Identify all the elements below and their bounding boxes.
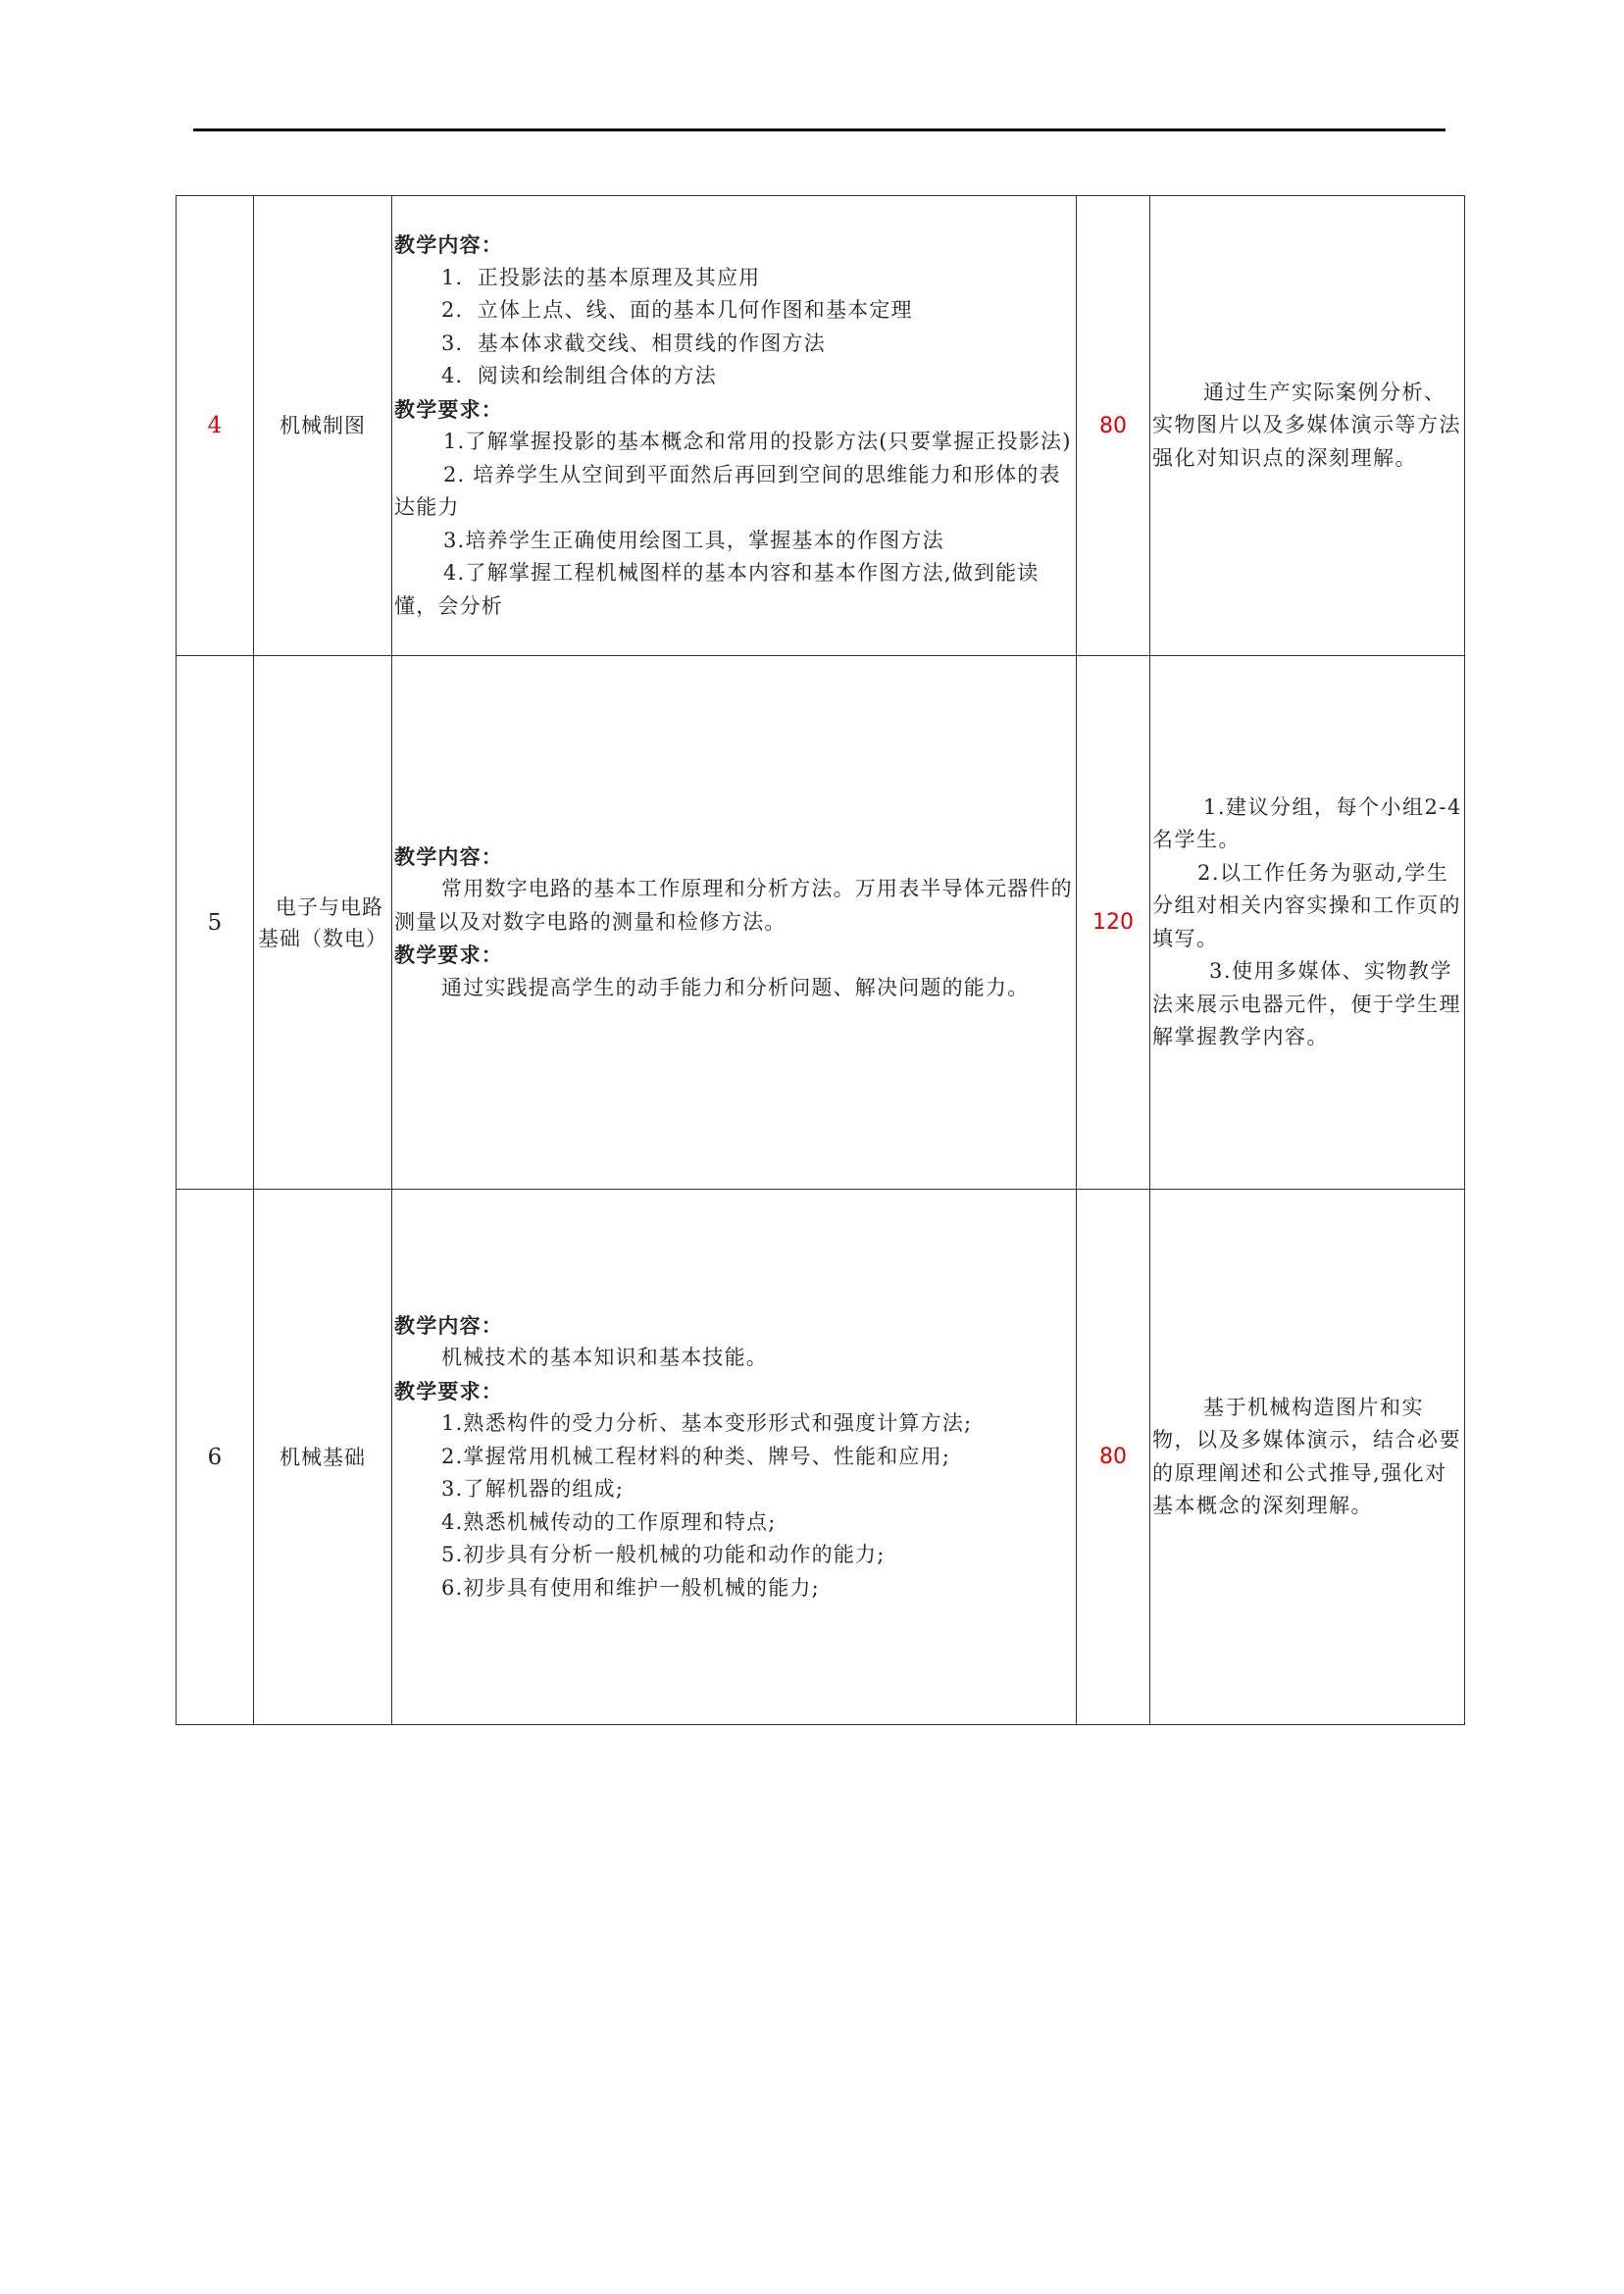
row-number: 4 [177,196,254,656]
method-paragraph: 通过生产实际案例分析、实物图片以及多媒体演示等方法强化对知识点的深刻理解。 [1152,380,1461,470]
teaching-method [1150,656,1465,1190]
course-content [392,196,1077,656]
teaching-method [1150,196,1465,656]
content-item: 3．基本体求截交线、相贯线的作图方法 [441,331,826,355]
requirement-heading: 教学要求： [394,396,503,422]
method-paragraph: 1.建议分组，每个小组2-4 名学生。 [1152,794,1462,851]
requirement-item: 1.熟悉构件的受力分析、基本变形形式和强度计算方法; [441,1411,973,1436]
method-paragraph: 基于机械构造图片和实物，以及多媒体演示，结合必要的原理阐述和公式推导,强化对基本概念的深刻理解。 [1152,1395,1461,1517]
table-row [177,196,1465,656]
requirement-item: 2. 培养学生从空间到平面然后再回到空间的思维能力和形体的表达能力 [394,462,1061,519]
content-heading: 教学内容： [394,232,503,257]
requirement-item: 4.熟悉机械传动的工作原理和特点; [441,1509,777,1534]
content-heading: 教学内容： [394,1312,503,1338]
requirement-item: 2.掌握常用机械工程材料的种类、牌号、性能和应用; [441,1444,951,1468]
row-number: 6 [177,1190,254,1725]
header-rule [193,128,1446,131]
content-text: 机械技术的基本知识和基本技能。 [441,1346,768,1370]
method-paragraph: 2.以工作任务为驱动,学生分组对相关内容实操和工作页的填写。 [1152,860,1461,950]
table-row [177,1190,1465,1725]
method-paragraph: 3.使用多媒体、实物教学法来展示电器元件，便于学生理解掌握教学内容。 [1152,959,1461,1048]
requirement-item: 4.了解掌握工程机械图样的基本内容和基本作图方法,做到能读懂，会分析 [394,561,1040,618]
content-item: 2．立体上点、线、面的基本几何作图和基本定理 [441,298,913,322]
requirement-item: 3.培养学生正确使用绘图工具，掌握基本的作图方法 [443,528,944,552]
requirement-item: 1.了解掌握投影的基本概念和常用的投影方法(只要掌握正投影法) [443,430,1072,453]
course-hours: 80 [1077,1190,1150,1725]
requirement-heading: 教学要求： [394,943,503,968]
row-number: 5 [177,656,254,1190]
course-name [254,656,392,1190]
requirement-heading: 教学要求： [394,1378,503,1403]
content-item: 4．阅读和绘制组合体的方法 [441,364,717,387]
table-row [177,656,1465,1190]
course-hours: 120 [1077,656,1150,1190]
course-table [176,195,1465,1725]
course-content [392,656,1077,1190]
teaching-method [1150,1190,1465,1725]
content-item: 1．正投影法的基本原理及其应用 [441,265,761,289]
content-text: 常用数字电路的基本工作原理和分析方法。万用表半导体元器件的测量以及对数字电路的测量和检修方法。 [394,877,1073,934]
requirement-item: 3.了解机器的组成; [441,1477,625,1502]
requirement-item: 5.初步具有分析一般机械的功能和动作的能力; [441,1543,886,1567]
course-name: 机械制图 [254,196,392,656]
course-content [392,1190,1077,1725]
course-name: 机械基础 [254,1190,392,1725]
requirement-text: 通过实践提高学生的动手能力和分析问题、解决问题的能力。 [441,975,1030,999]
course-name-line: 电子与电路 [276,894,383,919]
course-name-line: 基础（数电） [258,926,387,950]
content-heading: 教学内容： [394,843,503,869]
course-hours: 80 [1077,196,1150,656]
requirement-item: 6.初步具有使用和维护一般机械的能力; [441,1575,820,1600]
